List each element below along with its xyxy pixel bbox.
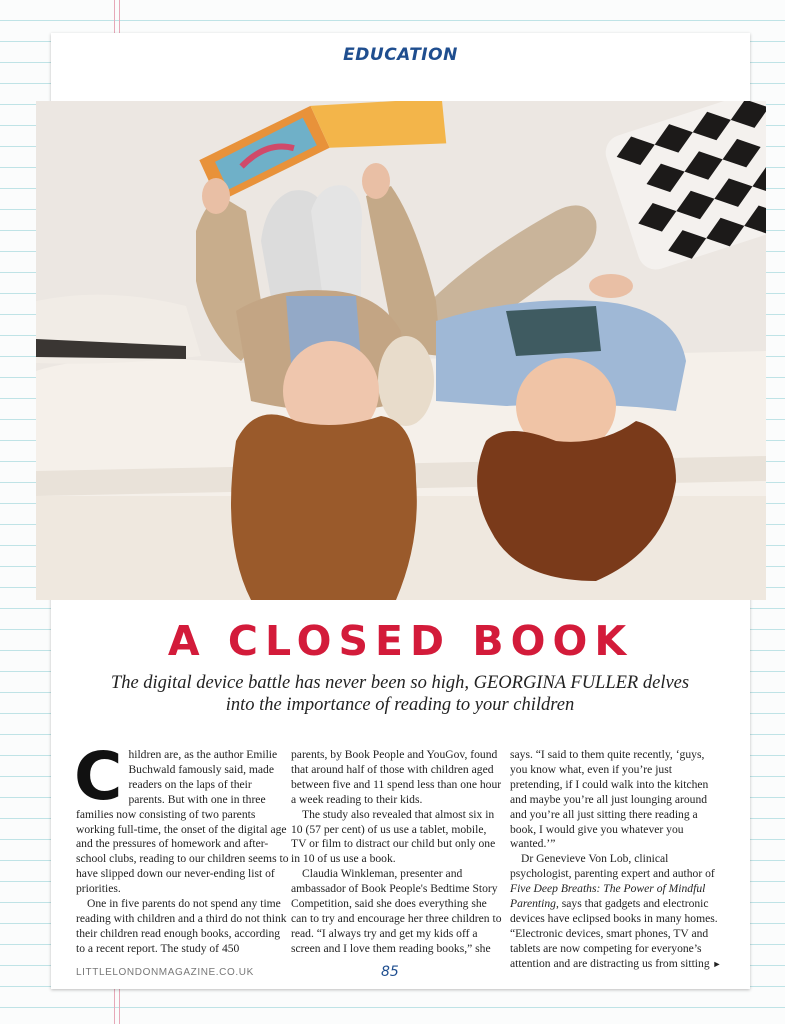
standfirst: The digital device battle has never been so high, GEORGINA FULLER delves into the importance of reading to your children (110, 673, 690, 715)
paragraph: parents, by Book People and YouGov, found that around half of those with children aged between five and 11 spend less than one hour a week reading to their kids. (291, 748, 502, 806)
paragraph-text: Dr Genevieve Von Lob, clinical psychologist, parenting expert and author of (510, 852, 715, 881)
page-number: 85 (381, 964, 399, 980)
continue-arrow-icon: ► (712, 958, 722, 969)
hero-illustration (36, 101, 766, 600)
drop-cap: C (74, 738, 123, 815)
hero-photo (36, 101, 766, 600)
body-column-1 (74, 738, 289, 957)
book-title: Five Deep Breaths: The Power of Mindful Parenting (510, 882, 706, 911)
paragraph: The study also revealed that almost six in 10 (57 per cent) of us use a tablet, mobile, TV or film to distract our child but only one in 10 of us use a book. (291, 807, 496, 866)
article-title: A CLOSED BOOK (167, 617, 634, 665)
paragraph (510, 852, 723, 971)
section-label: EDUCATION (343, 45, 458, 65)
body-column-2 (291, 748, 504, 957)
paragraph: says. “I said to them quite recently, ‘guys, you know what, even if you’re just pretending, if I could walk into the kitchen and maybe you’re all just lounging around and you’re all just sitting there reading a book, I would give you whatever you wanted.’” (510, 748, 709, 851)
paragraph: One in five parents do not spend any time reading with children and a third do not think their children read enough books, according to a recent report. The study of 450 (76, 897, 287, 955)
paragraph: Claudia Winkleman, presenter and ambassador of Book People's Bedtime Story Competition, said she does everything she can to try and encourage her three children to read. “I always try and get my kids off a screen and I love them reading books,” she (291, 867, 502, 955)
paragraph-text: hildren are, as the author Emilie Buchwald famously said, made readers on the laps of their parents. But with one in three families now consisting of two parents working full-time, the onset of the digital age and the pressures of homework and after-school clubs, reading to our children seems to have slipped down our never-ending list of priorities. (76, 748, 289, 896)
paragraph-text: , says that gadgets and electronic devices have eclipsed books in many homes. “Electronic devices, smart phones, TV and tablets are now competing for everyone’s attention and are distracting us from sitting (510, 897, 718, 970)
paragraph (74, 738, 289, 897)
footer-url[interactable]: LITTLELONDONMAGAZINE.CO.UK (76, 967, 254, 978)
body-column-3 (510, 748, 723, 972)
